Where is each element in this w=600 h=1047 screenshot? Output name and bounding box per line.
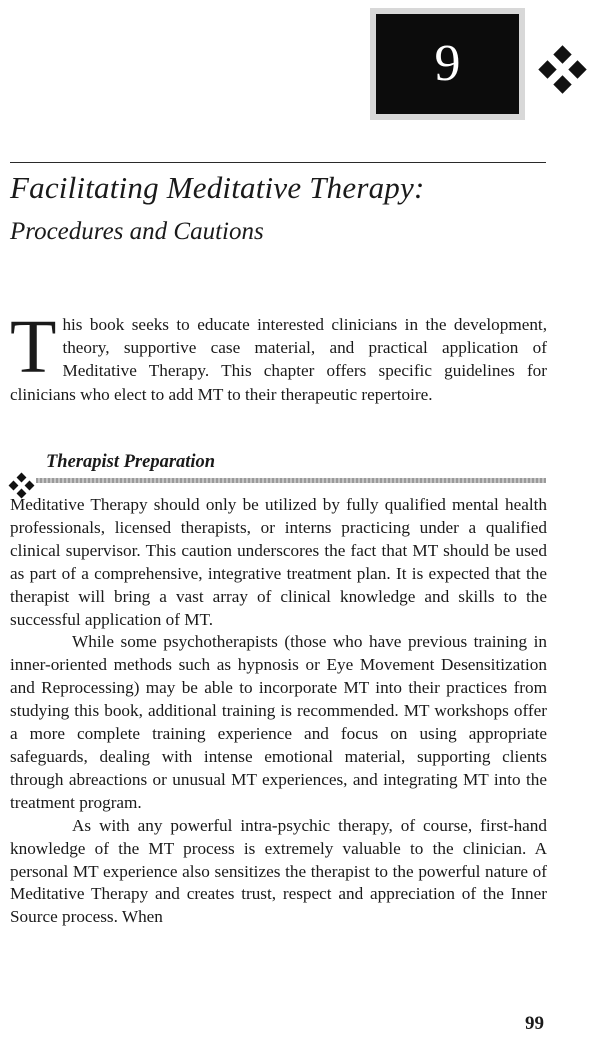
intro-text: his book seeks to educate interested clinicians in the development, theory, supportive case material, and practical application of Meditative Therapy. This chapter offers specific guidelines for clinicians who elect to add MT to their therapeutic repertoire. [10, 315, 547, 404]
body-paragraph: As with any powerful intra-psychic therapy, of course, first-hand knowledge of the MT process is extremely valuable to the clinician. A personal MT experience also sensitizes the therapist to the powerful nature of Meditative Therapy and creates trust, respect and appreciation of the Inner Source process. When [10, 815, 547, 927]
section-heading: Therapist Preparation [46, 452, 216, 472]
page-number: 99 [525, 1013, 544, 1034]
body-paragraph: Meditative Therapy should only be utilized by fully qualified mental health professionals, licensed therapists, or interns practicing under a qualified clinical supervisor. This caution underscores the fact that MT should be used as part of a comprehensive, integrative treatment plan. It is expected that the therapist will bring a vast array of clinical knowledge and skills to the successful application of MT. [10, 495, 547, 629]
chapter-number-panel [376, 14, 519, 114]
section-body [10, 494, 547, 929]
intro-paragraph [10, 305, 547, 406]
section-divider [36, 478, 546, 483]
chapter-title: Facilitating Meditative Therapy: [10, 170, 425, 205]
chapter-number-box [370, 8, 525, 120]
drop-cap: T [10, 305, 57, 389]
diamond-cluster-icon [541, 48, 585, 92]
chapter-subtitle: Procedures and Cautions [10, 218, 264, 245]
chapter-number: 9 [434, 35, 461, 92]
title-divider [10, 162, 546, 163]
body-paragraph: While some psychotherapists (those who have previous training in inner-oriented methods such as hypnosis or Eye Movement Desensitization and Reprocessing) may be able to incorporate MT into their practices from studying this book, additional training is recommended. MT workshops offer a more complete training experience and focus on using appropriate safeguards, dealing with intense emotional material, supporting clients through abreactions or unusual MT experiences, and integrating MT into the treatment program. [10, 632, 547, 812]
